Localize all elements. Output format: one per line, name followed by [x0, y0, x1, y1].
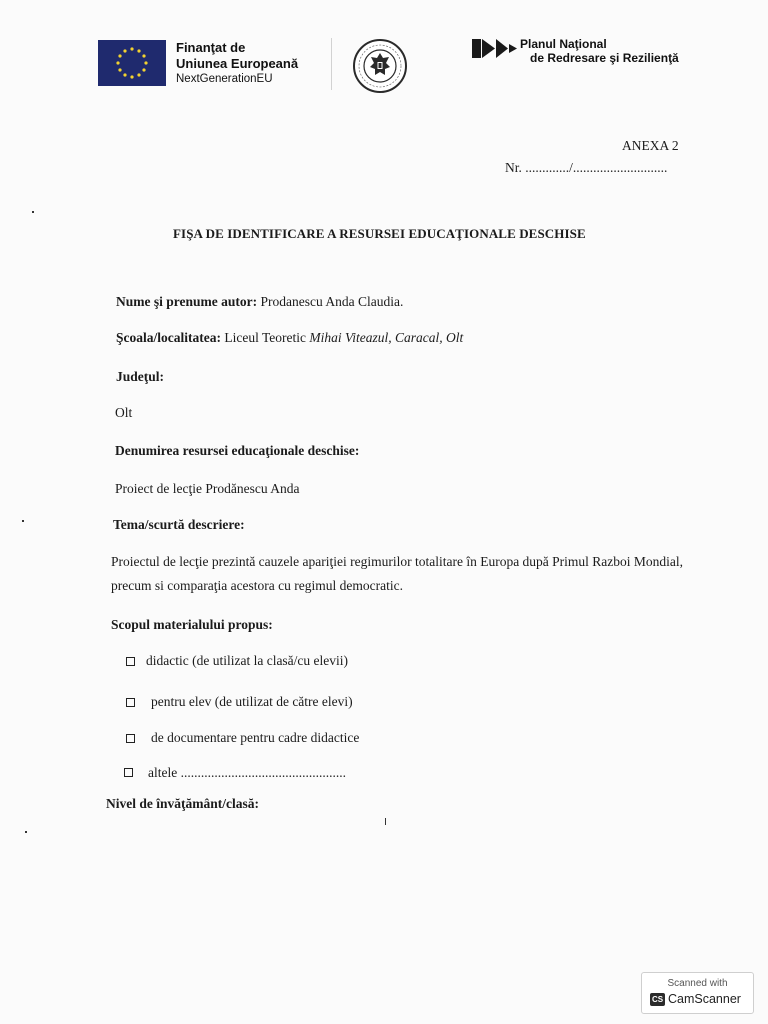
purpose-other-checkbox[interactable]	[124, 768, 133, 777]
purpose-option-student: pentru elev (de utilizat de către elevi)	[151, 694, 353, 709]
camscanner-logo-icon: CS	[651, 995, 664, 1004]
header-divider	[331, 38, 332, 90]
education-level-label: Nivel de învăţământ/clasă:	[106, 796, 259, 811]
eu-logo-line-2: Uniunea Europeană	[176, 56, 299, 71]
scan-mark	[385, 818, 386, 825]
camscanner-name: CamScanner	[668, 992, 741, 1006]
school-label: Şcoala/localitatea:	[116, 330, 221, 345]
eu-funding-logo	[98, 40, 298, 87]
purpose-didactic-checkbox[interactable]	[126, 657, 135, 666]
school-value: Liceul Teoretic	[220, 330, 310, 345]
purpose-student-checkbox[interactable]	[126, 698, 135, 707]
author-row	[116, 293, 403, 311]
resource-name-label: Denumirea resursei educaţionale deschise:	[115, 443, 360, 458]
theme-description: Proiectul de lecţie prezintă cauzele apariţiei regimurilor totalitare în Europa după Primul Razboi Mondial, precum si comparaţia acestora cu regimul democratic.	[111, 554, 684, 593]
annex-number-line: Nr. ............./............................	[505, 160, 668, 175]
author-value: Prodanescu Anda Claudia.	[257, 294, 404, 309]
school-row	[116, 329, 463, 347]
government-seal-icon	[352, 38, 408, 94]
document-title: FIŞA DE IDENTIFICARE A RESURSEI EDUCAŢIONALE DESCHISE	[173, 226, 586, 241]
pnrr-logo	[472, 37, 679, 65]
scan-mark	[22, 520, 24, 522]
purpose-option-other: altele .................................................	[148, 765, 346, 780]
theme-label: Tema/scurtă descriere:	[113, 517, 245, 532]
pnrr-logo-line-2: de Redresare şi Rezilienţă	[530, 51, 679, 65]
purpose-option-didactic: didactic (de utilizat la clasă/cu elevii)	[146, 653, 349, 668]
county-value: Olt	[115, 405, 133, 420]
school-value-italic: Mihai Viteazul, Caracal, Olt	[309, 330, 464, 345]
scan-mark	[25, 831, 27, 833]
resource-name-value: Proiect de lecţie Prodănescu Anda	[115, 481, 300, 496]
pnrr-arrow-icon	[472, 38, 518, 60]
purpose-label: Scopul materialului propus:	[111, 617, 273, 632]
eu-flag-icon	[98, 40, 166, 86]
scanned-with-text: Scanned with	[667, 978, 728, 989]
eu-logo-line-3: NextGenerationEU	[176, 73, 273, 85]
scan-mark	[32, 211, 34, 213]
county-label: Judeţul:	[116, 369, 165, 384]
camscanner-watermark-badge	[641, 972, 754, 1014]
purpose-teachers-checkbox[interactable]	[126, 734, 135, 743]
eu-logo-line-1: Finanţat de	[176, 40, 246, 55]
pnrr-logo-line-1: Planul Naţional	[520, 37, 607, 51]
purpose-option-teachers: de documentare pentru cadre didactice	[151, 730, 360, 745]
annex-label: ANEXA 2	[622, 138, 679, 153]
author-label: Nume şi prenume autor:	[116, 294, 258, 309]
